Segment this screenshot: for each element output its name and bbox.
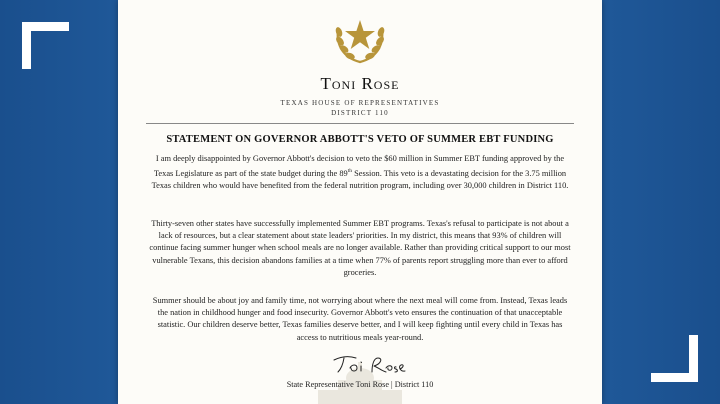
statement-document xyxy=(118,0,602,404)
corner-bracket-icon xyxy=(22,22,69,69)
paragraph-1-superscript: th xyxy=(347,168,353,175)
org-line-house: TEXAS HOUSE OF REPRESENTATIVES xyxy=(280,99,440,107)
paragraph-3: Summer should be about joy and family time, not worrying about where the next meal will come from. Instead, Texas leads the nation in childhood hunger and food insecurity. Governor Abbott's veto ensures the continuation of that unacceptable statistic. Our children deserve better, Texas families deserve better, and I will keep fighting until every child in Texas has access to nutritious meals year-round. xyxy=(152,296,568,342)
paragraph-1 xyxy=(148,153,572,192)
org-line-district: DISTRICT 110 xyxy=(331,109,389,117)
statement-title: STATEMENT ON GOVERNOR ABBOTT'S VETO OF SUMMER EBT FUNDING xyxy=(166,134,554,145)
signature-caption: State Representative Toni Rose | District 110 xyxy=(286,380,434,389)
header-divider xyxy=(146,123,574,124)
handwritten-signature xyxy=(328,352,408,376)
paragraph-2: Thirty-seven other states have successfully implemented Summer EBT programs. Texas's refusal to participate is not about a lack of resources, but a clear statement about state leaders' priorities. In my district, this means that 93% of children will continue facing summer hunger when school meals are no longer available. Rather than providing critical support to our most vulnerable Texans, this decision abandons families at a time when 77% of parents report struggling more than ever to afford groceries. xyxy=(149,219,571,277)
paragraph-1-part-b: Session. This veto is a devastating decision for the 3.75 million Texas children who would have benefited from the federal nutrition program, including over 30,000 children in District 110. xyxy=(151,169,569,191)
paragraph-1-part-a: I am deeply disappointed by Governor Abbott's decision to veto the $60 million in Summer EBT funding approved by the Texas Legislature as part of the state budget during the 89 xyxy=(153,154,565,178)
corner-bracket-icon xyxy=(651,335,698,382)
texas-house-seal-icon xyxy=(330,8,390,68)
representative-name: Toni Rose xyxy=(320,74,400,93)
